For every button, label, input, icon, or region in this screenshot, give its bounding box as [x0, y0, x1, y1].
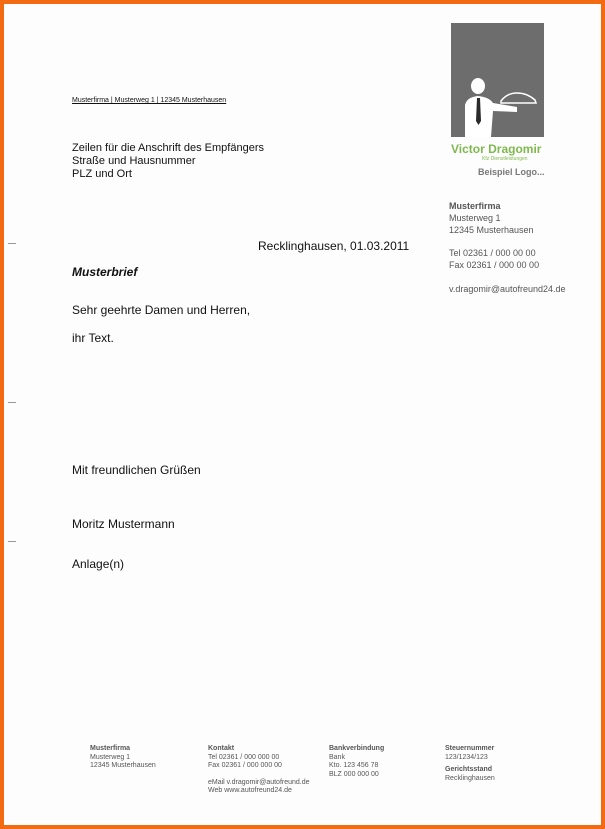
footer-court-heading: Gerichtsstand	[445, 766, 493, 773]
footer-bank	[329, 745, 384, 779]
sidebar-city: 12345 Musterhausen	[449, 225, 534, 235]
sidebar-email: v.dragomir@autofreund24.de	[449, 284, 566, 294]
footer-tax-heading: Steuernummer	[445, 745, 495, 752]
logo-name: Victor Dragomir	[451, 142, 542, 156]
recipient-line-2: Straße und Hausnummer	[72, 155, 196, 167]
place-date: Recklinghausen, 01.03.2011	[258, 239, 410, 253]
footer-contact-line: Web www.autofreund24.de	[208, 787, 292, 794]
footer-tax	[445, 745, 495, 783]
footer-bank-line: Kto. 123 456 78	[329, 762, 379, 769]
footer-tax-line: 123/1234/123	[445, 753, 488, 761]
sidebar-company: Musterfirma	[449, 201, 501, 211]
footer-company-heading: Musterfirma	[90, 745, 131, 752]
footer-contact-heading: Kontakt	[208, 745, 235, 752]
body-text: ihr Text.	[72, 331, 114, 345]
footer-company-line: 12345 Musterhausen	[90, 762, 156, 769]
footer-bank-line: BLZ 000 000 00	[329, 770, 379, 778]
footer-contact-line: Fax 02361 / 000 000 00	[208, 762, 282, 769]
footer-contact	[208, 745, 310, 796]
logo-subtitle: Kfz Dienstleistungen	[482, 156, 528, 162]
fold-mark-top	[8, 243, 16, 244]
footer-company-line: Musterweg 1	[90, 753, 131, 761]
sidebar-tel: Tel 02361 / 000 00 00	[449, 248, 536, 258]
sidebar-address	[449, 200, 534, 236]
man-holding-car-icon	[451, 23, 544, 137]
subject-line: Musterbrief	[72, 265, 138, 279]
salutation: Sehr geehrte Damen und Herren,	[72, 303, 251, 317]
sender-return-line: Musterfirma | Musterweg 1 | 12345 Musterhausen	[72, 97, 227, 104]
fold-mark-bottom	[8, 541, 16, 542]
punch-mark	[8, 402, 16, 403]
signature-name: Moritz Mustermann	[72, 517, 175, 531]
sidebar-phone	[449, 247, 539, 271]
recipient-line-1: Zeilen für die Anschrift des Empfängers	[72, 142, 264, 154]
footer-contact-line: eMail v.dragomir@autofreund.de	[208, 778, 310, 786]
sidebar-fax: Fax 02361 / 000 00 00	[449, 260, 540, 270]
footer-bank-line: Bank	[329, 753, 345, 761]
recipient-line-3: PLZ und Ort	[72, 168, 132, 180]
footer-court-line: Recklinghausen	[445, 774, 495, 782]
recipient-address	[72, 142, 264, 181]
footer-bank-heading: Bankverbindung	[329, 745, 385, 752]
attachment-note: Anlage(n)	[72, 557, 125, 571]
sidebar-street: Musterweg 1	[449, 213, 501, 223]
closing: Mit freundlichen Grüßen	[72, 463, 201, 477]
footer-contact-line: Tel 02361 / 000 000 00	[208, 753, 280, 761]
footer-company	[90, 745, 156, 771]
logo-caption: Beispiel Logo...	[478, 167, 545, 177]
